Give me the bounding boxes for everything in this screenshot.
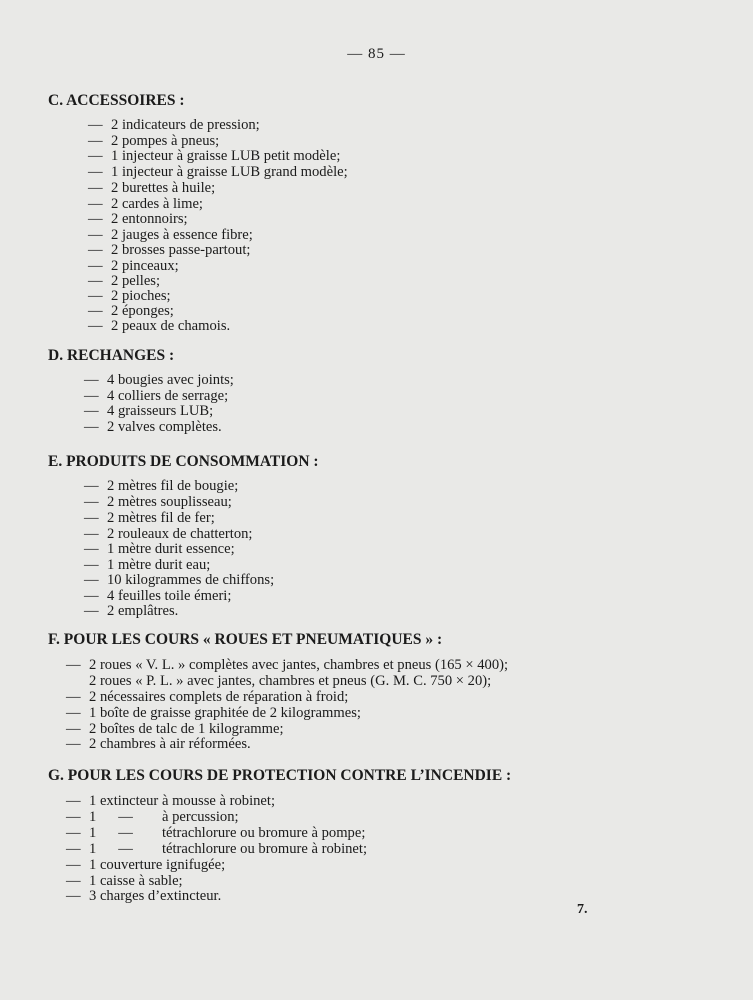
list-item-text: 2 mètres fil de fer; — [107, 510, 215, 526]
list-item-text: 2 mètres fil de bougie; — [107, 478, 239, 494]
list-dash: — — [88, 211, 103, 227]
list-item-text: 10 kilogrammes de chiffons; — [107, 572, 275, 588]
list-item-text: 1 — tétrachlorure ou bromure à pompe; — [89, 825, 366, 841]
list-dash: — — [66, 736, 81, 752]
list-dash: — — [88, 273, 103, 289]
list-item-text: 2 éponges; — [111, 303, 174, 319]
section-heading: E. PRODUITS DE CONSOMMATION : — [48, 453, 319, 470]
list-dash: — — [66, 825, 81, 841]
page-number: — 85 — — [347, 46, 406, 62]
list-item — [88, 164, 348, 180]
section-heading: C. ACCESSOIRES : — [48, 92, 185, 109]
list-item — [66, 705, 361, 721]
list-item-text: 2 burettes à huile; — [111, 180, 216, 196]
list-item-text: 2 mètres souplisseau; — [107, 494, 232, 510]
list-item — [84, 403, 213, 419]
list-item — [88, 180, 215, 196]
list-dash: — — [84, 541, 99, 557]
list-item-text: 2 pinceaux; — [111, 258, 179, 274]
list-item-text: 1 boîte de graisse graphitée de 2 kilogrammes; — [89, 705, 361, 721]
list-item-text: 2 pelles; — [111, 273, 161, 289]
list-dash: — — [88, 133, 103, 149]
list-item-text: 3 charges d’extincteur. — [89, 888, 222, 904]
list-dash: — — [84, 478, 99, 494]
list-dash: — — [66, 657, 81, 673]
list-dash: — — [66, 888, 81, 904]
list-dash: — — [84, 510, 99, 526]
list-dash: — — [84, 526, 99, 542]
list-item — [66, 873, 183, 889]
list-dash: — — [84, 572, 99, 588]
list-dash: — — [84, 388, 99, 404]
list-item — [88, 117, 260, 133]
list-dash: — — [66, 857, 81, 873]
list-item — [66, 793, 275, 809]
list-dash: — — [88, 164, 103, 180]
list-item — [84, 388, 228, 404]
list-dash: — — [66, 689, 81, 705]
list-dash: — — [88, 303, 103, 319]
list-item-text: 2 chambres à air réformées. — [89, 736, 251, 752]
list-item-text: 4 feuilles toile émeri; — [107, 588, 232, 604]
list-item-text: 2 entonnoirs; — [111, 211, 188, 227]
list-item-text: 1 mètre durit eau; — [107, 557, 211, 573]
list-item — [66, 841, 367, 857]
list-item-text: 2 valves complètes. — [107, 419, 222, 435]
list-item — [88, 303, 174, 319]
list-item-text: 1 caisse à sable; — [89, 873, 183, 889]
list-item — [88, 242, 250, 258]
list-item-text: 1 — tétrachlorure ou bromure à robinet; — [89, 841, 368, 857]
list-item-text: 2 boîtes de talc de 1 kilogramme; — [89, 721, 284, 737]
list-item-text: 2 brosses passe-partout; — [111, 242, 251, 258]
list-item — [84, 541, 235, 557]
list-item — [88, 133, 219, 149]
section-heading: F. POUR LES COURS « ROUES ET PNEUMATIQUES » : — [48, 631, 443, 648]
list-item — [88, 318, 230, 334]
signature-mark: 7. — [577, 902, 588, 917]
list-item-text: 1 injecteur à graisse LUB grand modèle; — [111, 164, 348, 180]
list-dash: — — [88, 117, 103, 133]
list-item-text: 1 injecteur à graisse LUB petit modèle; — [111, 148, 341, 164]
list-item-text: 2 peaux de chamois. — [111, 318, 231, 334]
list-item-text: 2 rouleaux de chatterton; — [107, 526, 253, 542]
list-item — [88, 258, 179, 274]
section-heading: D. RECHANGES : — [48, 347, 175, 364]
list-item — [66, 657, 508, 673]
list-dash: — — [66, 809, 81, 825]
list-item-text: 2 emplâtres. — [107, 603, 179, 619]
list-dash: — — [88, 258, 103, 274]
list-item — [88, 211, 188, 227]
list-item-text: 2 nécessaires complets de réparation à froid; — [89, 689, 349, 705]
list-item — [66, 825, 365, 841]
list-dash: — — [84, 419, 99, 435]
list-dash: — — [88, 148, 103, 164]
list-dash: — — [88, 180, 103, 196]
list-item-text: 2 indicateurs de pression; — [111, 117, 260, 133]
list-item-text: 4 bougies avec joints; — [107, 372, 234, 388]
list-item — [84, 588, 231, 604]
list-dash: — — [84, 603, 99, 619]
list-item-text: 1 extincteur à mousse à robinet; — [89, 793, 276, 809]
list-dash: — — [66, 705, 81, 721]
list-item-text: 1 — à percussion; — [89, 809, 239, 825]
list-dash: — — [88, 288, 103, 304]
list-item-text: 2 pompes à pneus; — [111, 133, 220, 149]
list-dash: — — [84, 494, 99, 510]
list-item-text: 2 roues « P. L. » avec jantes, chambres et pneus (G. M. C. 750 × 20); — [89, 673, 492, 689]
list-item — [84, 557, 210, 573]
list-dash: — — [88, 227, 103, 243]
list-item — [66, 888, 221, 904]
list-item — [88, 227, 253, 243]
list-item — [88, 196, 203, 212]
list-item — [84, 510, 215, 526]
section-heading: G. POUR LES COURS DE PROTECTION CONTRE L’INCENDIE : — [48, 767, 512, 784]
list-dash: — — [84, 372, 99, 388]
list-item-text: 2 jauges à essence fibre; — [111, 227, 253, 243]
list-item — [66, 673, 491, 689]
list-dash: — — [84, 403, 99, 419]
list-dash: — — [88, 318, 103, 334]
list-item — [84, 372, 234, 388]
list-item — [84, 572, 274, 588]
list-item — [84, 526, 252, 542]
list-item-text: 1 mètre durit essence; — [107, 541, 235, 557]
list-item-text: 2 roues « V. L. » complètes avec jantes, chambres et pneus (165 × 400); — [89, 657, 509, 673]
list-item — [88, 273, 160, 289]
list-item-text: 1 couverture ignifugée; — [89, 857, 226, 873]
list-item — [84, 478, 238, 494]
list-item — [84, 603, 178, 619]
list-item-text: 2 cardes à lime; — [111, 196, 203, 212]
list-dash: — — [88, 242, 103, 258]
list-item — [66, 721, 284, 737]
list-item — [66, 736, 251, 752]
list-item-text: 2 pioches; — [111, 288, 171, 304]
list-item — [66, 809, 239, 825]
list-dash: — — [66, 793, 81, 809]
list-item — [88, 148, 340, 164]
list-item — [84, 419, 222, 435]
list-item-text: 4 graisseurs LUB; — [107, 403, 214, 419]
list-item — [66, 857, 225, 873]
list-dash: — — [84, 588, 99, 604]
list-dash: — — [84, 557, 99, 573]
list-item — [88, 288, 171, 304]
list-dash: — — [66, 721, 81, 737]
list-item — [66, 689, 348, 705]
list-item-text: 4 colliers de serrage; — [107, 388, 229, 404]
list-dash: — — [66, 841, 81, 857]
list-dash: — — [88, 196, 103, 212]
list-item — [84, 494, 232, 510]
list-dash: — — [66, 873, 81, 889]
